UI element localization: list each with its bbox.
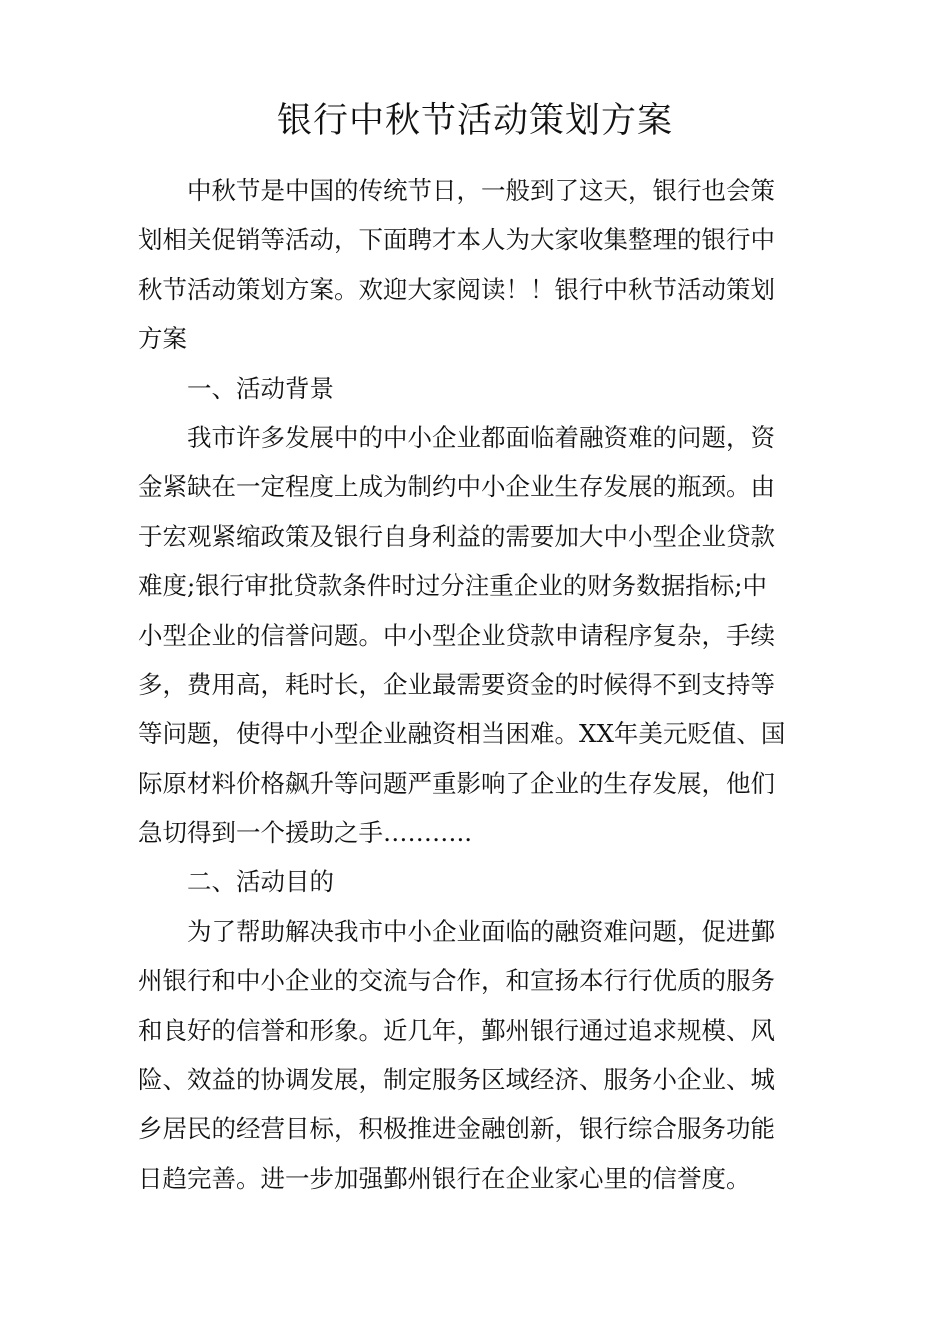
- text-line: 小型企业的信誉问题。中小型企业贷款申请程序复杂，手续: [138, 620, 775, 650]
- text-line: 和良好的信誉和形象。近几年，鄞州银行通过追求规模、风: [138, 1015, 775, 1045]
- document-title: 银行中秋节活动策划方案: [276, 101, 673, 141]
- text-line: 金紧缺在一定程度上成为制约中小企业生存发展的瓶颈。由: [138, 472, 775, 502]
- text-line: 一、活动背景: [187, 373, 334, 403]
- text-line: 秋节活动策划方案。欢迎大家阅读！！银行中秋节活动策划: [138, 274, 775, 304]
- text-line: 为了帮助解决我市中小企业面临的融资难问题，促进鄞: [187, 916, 775, 946]
- text-line: 难度;银行审批贷款条件时过分注重企业的财务数据指标;中: [138, 571, 768, 601]
- text-line: 乡居民的经营目标，积极推进金融创新，银行综合服务功能: [138, 1114, 775, 1144]
- text-line: 急切得到一个援助之手………..: [138, 818, 473, 848]
- text-line: 中秋节是中国的传统节日，一般到了这天，银行也会策: [187, 176, 775, 205]
- text-line: 我市许多发展中的中小企业都面临着融资难的问题，资: [187, 422, 775, 452]
- text-line: 际原材料价格飙升等问题严重影响了企业的生存发展，他们: [138, 768, 775, 798]
- text-line: 多，费用高，耗时长，企业最需要资金的时候得不到支持等: [138, 669, 775, 699]
- text-line: 险、效益的协调发展，制定服务区域经济、服务小企业、城: [138, 1065, 775, 1095]
- text-line: 州银行和中小企业的交流与合作，和宣扬本行行优质的服务: [138, 966, 775, 996]
- text-line: 方案: [138, 324, 187, 354]
- text-line: 划相关促销等活动，下面聘才本人为大家收集整理的银行中: [138, 225, 775, 255]
- document-body: [138, 166, 822, 1203]
- text-line: 二、活动目的: [187, 867, 334, 897]
- text-line: 日趋完善。进一步加强鄞州银行在企业家心里的信誉度。: [138, 1163, 751, 1193]
- text-line: 于宏观紧缩政策及银行自身利益的需要加大中小型企业贷款: [138, 521, 775, 551]
- text-line: 等问题，使得中小型企业融资相当困难。XX年美元贬值、国: [138, 719, 786, 749]
